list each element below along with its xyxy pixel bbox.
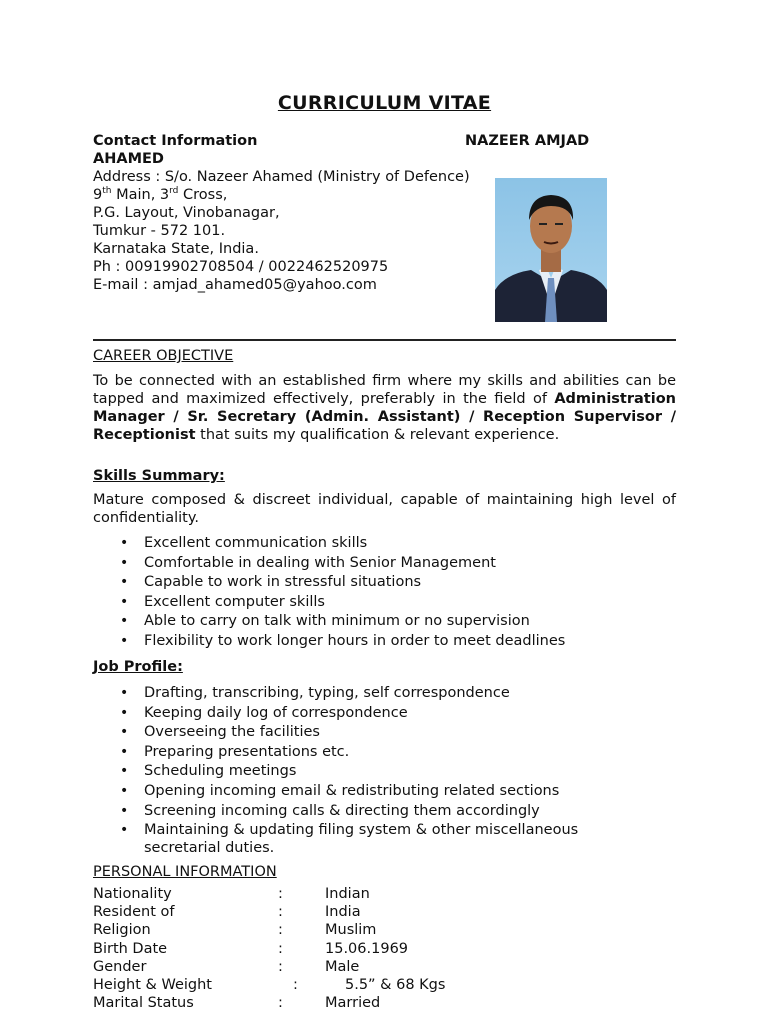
list-item: • Comfortable in dealing with Senior Management xyxy=(93,554,676,574)
phone-number: Ph : 00919902708504 / 0022462520975 xyxy=(93,259,389,275)
contact-header xyxy=(93,132,676,168)
address-line-street: 9th Main, 3rd Cross, xyxy=(93,186,228,203)
skills-heading: Skills Summary: xyxy=(93,468,225,484)
contact-details xyxy=(93,168,513,294)
career-objective-text: To be connected with an established firm where my skills and abilities can be tapped and maximized effectively, preferably in the field of Administration Manager / Sr. Secretary (Admin. Assistant) / Reception Supervisor / Receptionist that suits my qualification & relevant experience. xyxy=(93,373,676,443)
address-line: Address : S/o. Nazeer Ahamed (Ministry of Defence) xyxy=(93,169,470,185)
profile-photo xyxy=(495,178,607,322)
document-title: CURRICULUM VITAE xyxy=(277,92,492,114)
career-objective-section xyxy=(93,347,676,444)
career-objective-heading: CAREER OBJECTIVE xyxy=(93,348,234,364)
table-row: Resident of : India xyxy=(93,904,361,921)
list-item: • Drafting, transcribing, typing, self correspondence xyxy=(93,684,676,704)
skills-section xyxy=(93,467,676,652)
skills-list xyxy=(93,534,676,652)
candidate-name-first: NAZEER AMJAD xyxy=(465,133,590,149)
personal-info-heading: PERSONAL INFORMATION xyxy=(93,864,277,880)
list-item: • Maintaining & updating filing system & other miscellaneous secretarial duties. xyxy=(93,821,676,857)
table-row: Birth Date : 15.06.1969 xyxy=(93,940,409,957)
job-profile-heading: Job Profile: xyxy=(93,659,183,675)
candidate-name-last: AHAMED xyxy=(93,151,164,167)
list-item: • Overseeing the facilities xyxy=(93,723,676,743)
address-line-city: Tumkur - 572 101. xyxy=(93,223,226,239)
table-row: Height & Weight : 5.5” & 68 Kgs xyxy=(93,976,446,993)
list-item: • Scheduling meetings xyxy=(93,762,676,782)
section-divider xyxy=(93,339,676,341)
address-line-state: Karnataka State, India. xyxy=(93,241,259,257)
job-profile-list xyxy=(93,684,676,857)
list-item: • Preparing presentations etc. xyxy=(93,743,676,763)
contact-heading: Contact Information xyxy=(93,133,258,149)
job-profile-section xyxy=(93,658,676,857)
address-line-layout: P.G. Layout, Vinobanagar, xyxy=(93,205,280,221)
target-roles: Administration Manager / Sr. Secretary (Admin. Assistant) / Reception Supervisor / Receptionist xyxy=(93,391,676,443)
list-item: • Keeping daily log of correspondence xyxy=(93,704,676,724)
list-item: • Excellent computer skills xyxy=(93,593,676,613)
list-item: • Flexibility to work longer hours in order to meet deadlines xyxy=(93,632,676,652)
email-address: E-mail : amjad_ahamed05@yahoo.com xyxy=(93,277,377,293)
list-item: • Excellent communication skills xyxy=(93,534,676,554)
personal-info-section xyxy=(93,863,676,1012)
table-row: Marital Status : Married xyxy=(93,995,381,1012)
personal-info-table xyxy=(93,885,676,1012)
table-row: Nationality : Indian xyxy=(93,886,370,902)
table-row: Religion : Muslim xyxy=(93,922,377,939)
list-item: • Able to carry on talk with minimum or no supervision xyxy=(93,612,676,632)
skills-intro: Mature composed & discreet individual, capable of maintaining high level of confidentiality. xyxy=(93,492,676,526)
list-item: • Opening incoming email & redistributing related sections xyxy=(93,782,676,802)
list-item: • Screening incoming calls & directing them accordingly xyxy=(93,802,676,822)
list-item: • Capable to work in stressful situations xyxy=(93,573,676,593)
table-row: Gender : Male xyxy=(93,958,360,975)
